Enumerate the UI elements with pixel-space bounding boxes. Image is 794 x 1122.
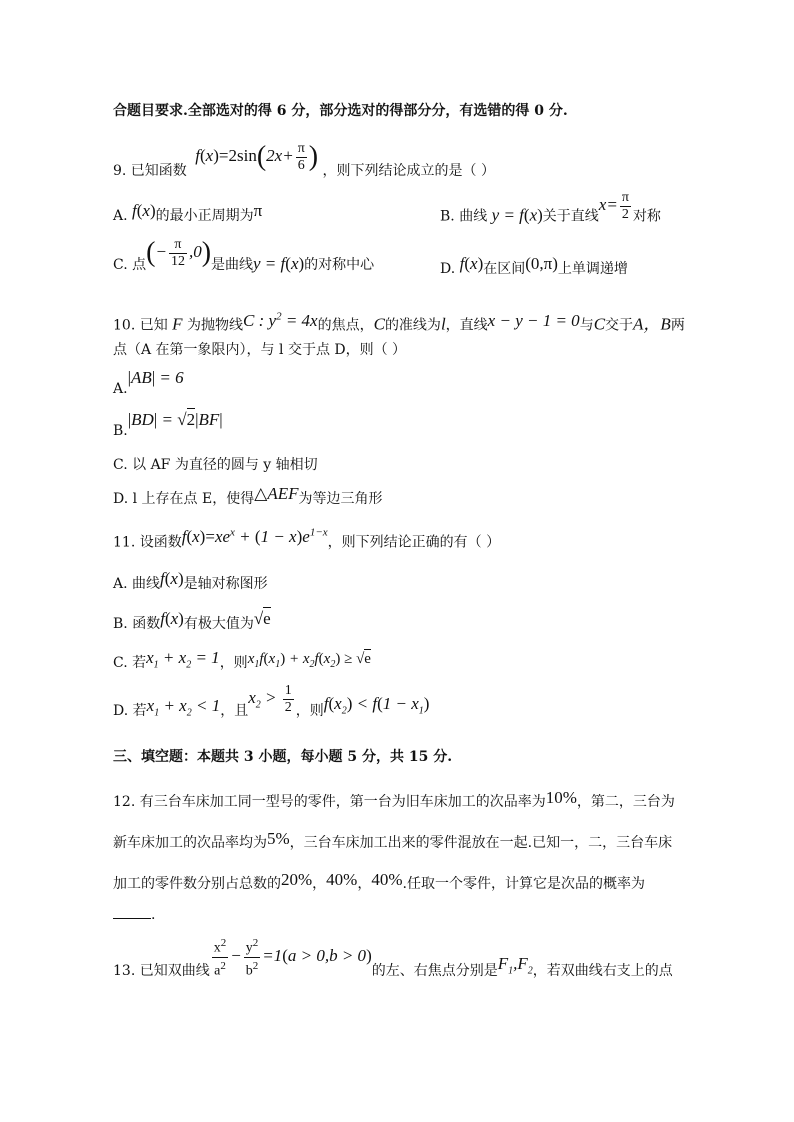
q9-option-d	[440, 254, 628, 279]
q11-a-text: 是轴对称图形	[183, 576, 268, 592]
q10-option-a	[113, 368, 184, 399]
q11-d-mid2: ，则	[295, 703, 324, 719]
q9-b-axis: x= $\frac{\pi}{2}$	[598, 190, 629, 222]
q10-ab: A，B	[633, 314, 671, 334]
q13-stem-text: 13. 已知双曲线	[113, 963, 210, 979]
q9-a-text: 的最小正周期为	[155, 208, 254, 224]
q11-stem-tail: ，则下列结论正确的有（ ）	[327, 534, 501, 551]
question-10-stem	[113, 310, 685, 336]
q10-a-label: A.	[113, 381, 128, 397]
q10-option-d	[113, 484, 383, 509]
q10-option-c: C. 以 AF 为直径的圆与 y 轴相切	[113, 457, 318, 473]
q11-c-label: C. 若	[113, 655, 147, 671]
q10-stem-c: 的焦点，	[317, 317, 374, 334]
q9-c-point: (− $\frac{\pi}{12}$ ,0)	[146, 236, 212, 269]
q9-function-formula: f(x)=2sin(2x+ $\frac{\pi}{6}$ )	[195, 140, 319, 173]
q10-b-label: B.	[113, 423, 128, 439]
q9-c-formula: y = f(x)	[253, 254, 305, 273]
section-instruction: 合题目要求.全部选对的得 6 分，部分选对的得部分分，有选错的得 0 分.	[113, 103, 568, 119]
section-3-title: 三、填空题：本题共 3 小题，每小题 5 分，共 15 分.	[113, 749, 453, 765]
q12-line3-a: 加工的零件数分别占总数的	[113, 876, 281, 892]
q11-option-b	[113, 609, 271, 634]
q12-line2-a: 新车床加工的次品率均为	[113, 835, 267, 851]
q12-rate-1: 10%	[545, 788, 577, 807]
q10-stem-g: 交于	[605, 317, 634, 334]
q12-line1-c: ，第二，三台为	[576, 794, 675, 810]
q9-stem-text: 9. 已知函数	[113, 163, 187, 179]
q9-option-c	[113, 236, 375, 285]
q11-stem-text: 11. 设函数	[113, 534, 182, 551]
q12-line-2	[113, 829, 673, 853]
q12-line-1	[113, 788, 675, 812]
q9-a-label: A.	[113, 208, 128, 224]
q11-c-condition: $x_1 + x_2 = 1$	[146, 648, 220, 671]
q10-c2: C	[593, 314, 606, 334]
q10-d-triangle: △AEF	[254, 484, 299, 503]
q9-option-b	[440, 190, 661, 233]
q11-a-label: A. 曲线	[113, 576, 161, 592]
q10-stem-h: 两	[670, 317, 685, 334]
q12-share-1: 20%	[281, 870, 313, 889]
q9-a-pi: π	[253, 201, 263, 220]
q11-function-formula: $f(x)=xe^x + (1 - x)e^{1-x}$	[181, 526, 328, 546]
q12-line2-c: ，三台车床加工出来的零件混放在一起.已知一，二，三台车床	[289, 835, 673, 851]
q9-d-interval: (0,π)	[525, 254, 558, 273]
q11-d-inequality: $f(x_2) < f(1 - x_1)$	[323, 694, 430, 717]
q10-stem-b: 为抛物线	[187, 317, 244, 334]
q9-d-tail: 上单调递增	[557, 261, 628, 277]
q12-line-4	[113, 904, 155, 925]
q9-option-a	[113, 201, 263, 226]
q11-option-a	[113, 569, 268, 594]
q9-d-label: D.	[440, 261, 456, 277]
q12-share-2: 40%	[326, 870, 358, 889]
q9-stem-tail: ，则下列结论成立的是（ ）	[322, 163, 495, 179]
q10-l: l	[440, 314, 446, 334]
q10-line: x − y − 1 = 0	[487, 310, 580, 330]
q9-c-label: C. 点	[113, 257, 147, 273]
q11-d-mid: ，且	[220, 703, 249, 719]
q11-c-inequality: $x_1f(x_1) + x_2f(x_2) \ge √e$	[247, 651, 371, 670]
q10-parabola: C : $y^2 = 4x$	[243, 310, 318, 330]
q12-share-3: 40%	[371, 870, 403, 889]
q10-d-a: D. l 上存在点 E，使得	[113, 491, 255, 507]
q10-stem-d: 的准线为	[384, 317, 441, 334]
q12-rate-2: 5%	[267, 829, 290, 848]
q13-foci: $F_1,F_2$	[497, 954, 533, 977]
q11-b-formula: f(x)	[160, 609, 184, 628]
q11-d-condition1: $x_1 + x_2 < 1$	[146, 696, 221, 719]
q10-stem-f: 与	[579, 317, 594, 334]
q12-line1-a: 12. 有三台车床加工同一型号的零件，第一台为旧车床加工的次品率为	[113, 794, 546, 810]
q12-answer-blank[interactable]	[113, 904, 151, 919]
q11-b-value: √e	[253, 609, 271, 628]
q10-option-b	[113, 410, 223, 441]
q11-b-label: B. 函数	[113, 616, 161, 632]
q10-stem-line2: 点（A 在第一象限内），与 l 交于点 D，则（ ）	[113, 342, 407, 358]
q9-b-tail: 对称	[632, 208, 661, 225]
q9-d-text: 在区间	[483, 261, 526, 277]
q9-c-text: 是曲线	[211, 257, 254, 273]
q11-a-formula: f(x)	[160, 569, 184, 588]
q9-b-mid: 关于直线	[542, 208, 599, 225]
q9-c-tail: 的对称中心	[304, 257, 375, 273]
q9-d-formula: f(x)	[459, 254, 484, 273]
q11-d-condition2: $x_2$ > $\frac{1}{2}$	[248, 682, 292, 715]
q12-line3-b: .任取一个零件，计算它是次品的概率为	[402, 876, 645, 892]
q9-b-label: B. 曲线	[440, 208, 488, 225]
q10-c: C	[373, 314, 385, 334]
q11-option-d	[113, 682, 430, 737]
q10-b-formula: |BD| = √2|BF|	[127, 410, 223, 429]
q13-tail: ，若双曲线右支上的点	[532, 963, 673, 979]
q12-line-3: 加工的零件数分别占总数的20%，40%，40%.任取一个零件，计算它是次品的概率为	[113, 870, 645, 892]
q13-mid: 的左、右焦点分别是	[371, 963, 498, 979]
q11-d-label: D. 若	[113, 703, 147, 719]
q10-a-formula: |AB| = 6	[127, 368, 184, 387]
question-11-stem	[113, 527, 500, 553]
q10-stem-a: 10. 已知	[113, 317, 168, 334]
q11-c-mid: ，则	[219, 655, 248, 671]
q9-a-formula: f(x)	[132, 201, 156, 220]
q10-stem-e: ，直线	[445, 317, 488, 334]
q11-b-text: 有极大值为	[183, 616, 254, 632]
question-9-stem	[113, 140, 495, 191]
q10-d-b: 为等边三角形	[298, 491, 383, 507]
q13-hyperbola: $\frac{x^2}{a^2}$ − $\frac{y^2}{b^2}$ =1(a > 0,b > 0)	[213, 936, 372, 979]
q9-b-formula: y = f(x)	[491, 205, 543, 225]
q11-option-c	[113, 648, 371, 679]
q10-f: F	[172, 314, 183, 334]
q12-line4: .	[151, 907, 156, 923]
question-13-stem	[113, 936, 673, 999]
